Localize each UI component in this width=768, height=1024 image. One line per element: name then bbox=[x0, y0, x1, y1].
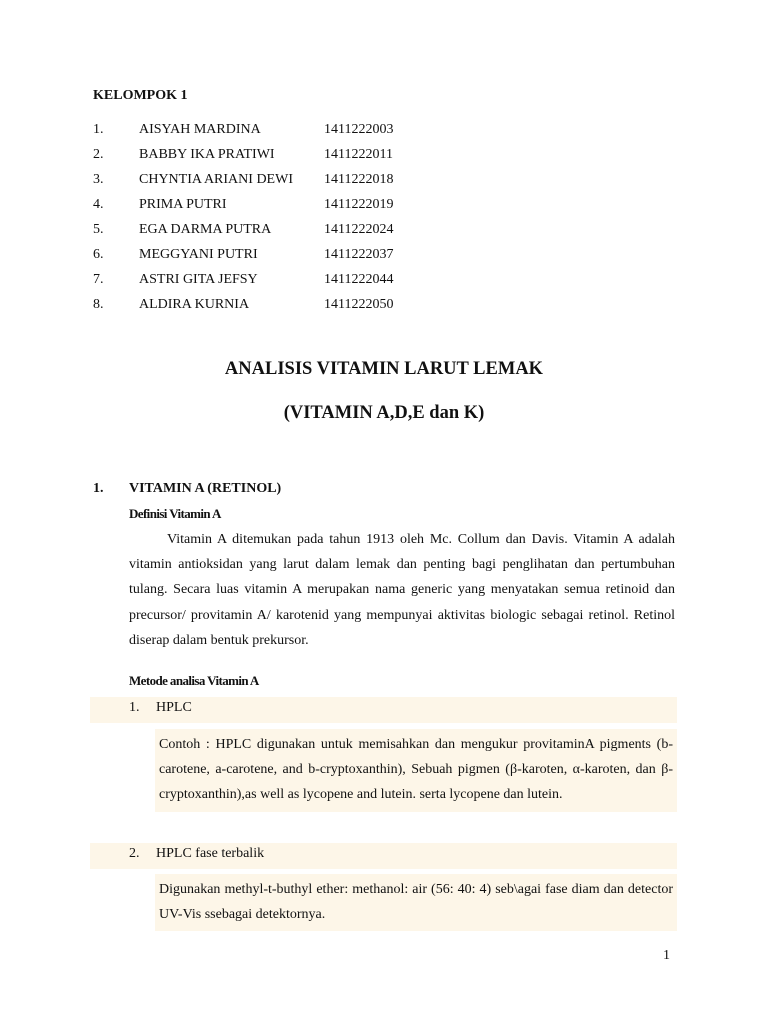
member-number: 3. bbox=[93, 172, 104, 187]
method-description-text: Digunakan methyl-t-buthyl ether: methanol: air (56: 40: 4) seb\agai fase diam dan detector UV-Vis ssebagai detektornya. bbox=[159, 882, 673, 923]
group-title: KELOMPOK 1 bbox=[93, 88, 188, 103]
member-row bbox=[0, 172, 768, 192]
member-nim: 1411222024 bbox=[324, 222, 394, 237]
definition-text: Vitamin A ditemukan pada tahun 1913 oleh Mc. Collum dan Davis. Vitamin A adalah vitamin antioksidan yang larut dalam lemak dan penting bagi penglihatan dan pertumbuhan tulang. Secara luas vitamin A merupakan nama generic yang menyatakan semua retinoid dan precursor/ provitamin A/ karotenid yang mempunyai aktivitas biologic sebagai retinol. Retinol diserap dalam bentuk prekursor. bbox=[129, 532, 675, 648]
method-label: HPLC fase terbalik bbox=[156, 846, 265, 861]
member-nim: 1411222037 bbox=[324, 247, 394, 262]
member-number: 5. bbox=[93, 222, 104, 237]
section-title: VITAMIN A (RETINOL) bbox=[129, 481, 282, 496]
member-name: PRIMA PUTRI bbox=[139, 197, 227, 212]
member-number: 2. bbox=[93, 147, 104, 162]
member-nim: 1411222011 bbox=[324, 147, 393, 162]
method-number: 2. bbox=[129, 846, 140, 861]
document-subtitle: (VITAMIN A,D,E dan K) bbox=[283, 403, 485, 423]
member-name: ASTRI GITA JEFSY bbox=[139, 272, 258, 287]
member-row bbox=[0, 297, 768, 317]
member-number: 4. bbox=[93, 197, 104, 212]
member-row bbox=[0, 222, 768, 242]
member-name: AISYAH MARDINA bbox=[139, 122, 261, 137]
member-row bbox=[0, 247, 768, 267]
member-nim: 1411222050 bbox=[324, 297, 394, 312]
member-nim: 1411222019 bbox=[324, 197, 394, 212]
member-name: MEGGYANI PUTRI bbox=[139, 247, 258, 262]
methods-heading: Metode analisa Vitamin A bbox=[129, 673, 259, 688]
method-description bbox=[155, 729, 677, 812]
method-number: 1. bbox=[129, 700, 140, 715]
member-row bbox=[0, 272, 768, 292]
member-number: 7. bbox=[93, 272, 104, 287]
method-item bbox=[90, 843, 677, 869]
member-name: ALDIRA KURNIA bbox=[139, 297, 250, 312]
method-description bbox=[155, 874, 677, 931]
member-row bbox=[0, 147, 768, 167]
section-number: 1. bbox=[93, 481, 104, 496]
definition-heading: Definisi Vitamin A bbox=[129, 506, 221, 521]
member-name: EGA DARMA PUTRA bbox=[139, 222, 272, 237]
member-row bbox=[0, 122, 768, 142]
method-label: HPLC bbox=[156, 700, 192, 715]
member-nim: 1411222003 bbox=[324, 122, 394, 137]
member-number: 1. bbox=[93, 122, 104, 137]
member-number: 8. bbox=[93, 297, 104, 312]
member-nim: 1411222018 bbox=[324, 172, 394, 187]
document-title: ANALISIS VITAMIN LARUT LEMAK bbox=[224, 359, 544, 379]
member-name: BABBY IKA PRATIWI bbox=[139, 147, 275, 162]
member-name: CHYNTIA ARIANI DEWI bbox=[139, 172, 293, 187]
member-nim: 1411222044 bbox=[324, 272, 394, 287]
member-row bbox=[0, 197, 768, 217]
method-description-text: Contoh : HPLC digunakan untuk memisahkan dan mengukur provitaminA pigments (b-carotene, a-carotene, and b-cryptoxanthin), Sebuah pigmen (β-karoten, α-karoten, dan β-cryptoxanthin),as well as lycopene and lutein. serta lycopene dan lutein. bbox=[159, 737, 673, 803]
definition-paragraph bbox=[129, 527, 675, 653]
page-number: 1 bbox=[663, 948, 670, 963]
method-item bbox=[90, 697, 677, 723]
member-number: 6. bbox=[93, 247, 104, 262]
